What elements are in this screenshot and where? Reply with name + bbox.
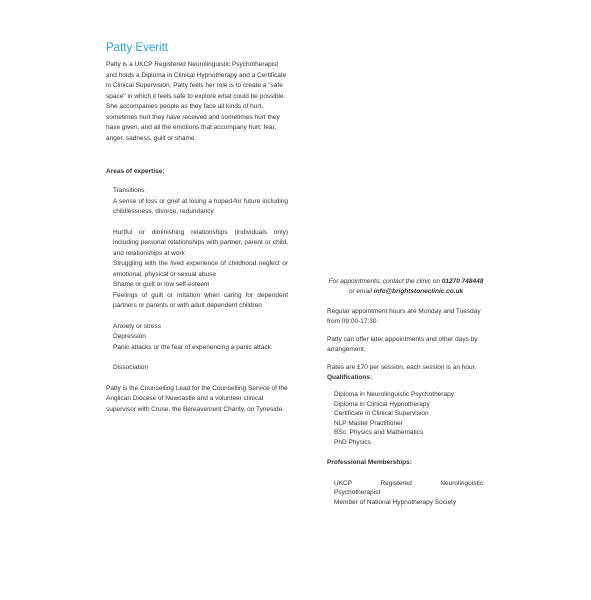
membership-word: Neurolinguistic [440, 479, 483, 487]
expertise-item: Transitions [113, 187, 145, 194]
expertise-item: Feelings of guilt or irritation when caring for dependent partners or parents or with adult dependent children [113, 291, 288, 309]
expertise-group-3 [106, 322, 288, 354]
counselling-paragraph: Patty is the Counselling Lead for the Counselling Service of the Anglican Diocese of Newcastle and a volunteer clinical supervisor with Cruse, the Bereavement Charity, on Tyneside. [106, 384, 288, 413]
expertise-item: A sense of loss or grief at losing a hoped-for future including childlessness, divorce, redundancy [113, 197, 288, 215]
qualification-item: Diploma in Neurolinguistic Psychotherapy [334, 391, 454, 398]
membership-item: Member of National Hypnotherapy Society [334, 498, 457, 506]
clinic-email[interactable]: info@brightstoneclinic.co.uk [373, 287, 464, 295]
qualification-item: BSc. Physics and Mathematics [334, 429, 424, 436]
expertise-item: Struggling with the lived experience of childhood neglect or emotional, physical or sexual abuse [113, 260, 288, 278]
qualification-item: Diploma in Clinical Hypnotherapy [334, 400, 430, 408]
expertise-group-2 [106, 228, 288, 312]
bio-paragraph: Patty is a UKCP Registered Neurolinguistic Psychotherapist and holds a Diploma in Clinical Hypnotherapy and a Certificate in Clinical Supervision. Patty feels her role is to create a "safe space" in which it feels safe to explore what could be possible. She accompanies people as they face all kinds of hurt, sometimes hurt they have received and sometimes hurt they have given, and all the emotions that accompany hurt: fear, anger, sadness, guilt or shame. [106, 61, 287, 142]
expertise-heading: Areas of expertise: [106, 168, 165, 175]
membership-item-continued: Psychotherapist [334, 489, 381, 496]
expertise-group-1 [106, 186, 288, 218]
memberships-list [327, 479, 485, 508]
expertise-item: Anxiety or stress [113, 322, 162, 330]
left-column [106, 42, 288, 415]
qualifications-list [327, 390, 485, 447]
clinic-phone[interactable]: 01270 748448 [441, 278, 484, 285]
appointment-intro: For appointments, contact the clinic on [328, 278, 440, 285]
therapist-name: Patty Everitt [106, 42, 168, 54]
membership-word: UKCP [334, 479, 353, 487]
appointment-or-email: or email [348, 287, 372, 295]
qualification-item: NLP Master Practitioner [334, 419, 403, 427]
memberships-heading: Professional Memberships: [327, 459, 412, 466]
qualification-item: Certificate in Clinical Supervision [334, 410, 429, 417]
appointment-contact [327, 277, 485, 296]
membership-item [334, 479, 485, 489]
right-column [327, 277, 485, 507]
expertise-group-4 [106, 363, 288, 374]
appointment-rates: Rates are £70 per session, each session is an hour. [327, 364, 477, 371]
expertise-item: Depression [113, 333, 146, 340]
appointment-other: Patty can offer later appointments and other days by arrangement. [327, 336, 478, 353]
expertise-item: Dissociation [113, 364, 149, 371]
appointment-hours: Regular appointment hours are Monday and Tuesday from 09:00-17:30. [327, 308, 481, 325]
membership-word: Registered [380, 479, 412, 487]
expertise-item: Hurtful or diminishing relationships (individuals only) including personal relationships with partner, parent or child, and relationships at work [113, 228, 288, 257]
qualification-item: PhD Physics [334, 438, 371, 446]
expertise-item: Panic attacks or the fear of experiencing a panic attack [113, 343, 271, 351]
qualifications-heading: Qualifications: [327, 373, 373, 381]
expertise-item: Shame or guilt or low self-esteem [113, 281, 210, 288]
